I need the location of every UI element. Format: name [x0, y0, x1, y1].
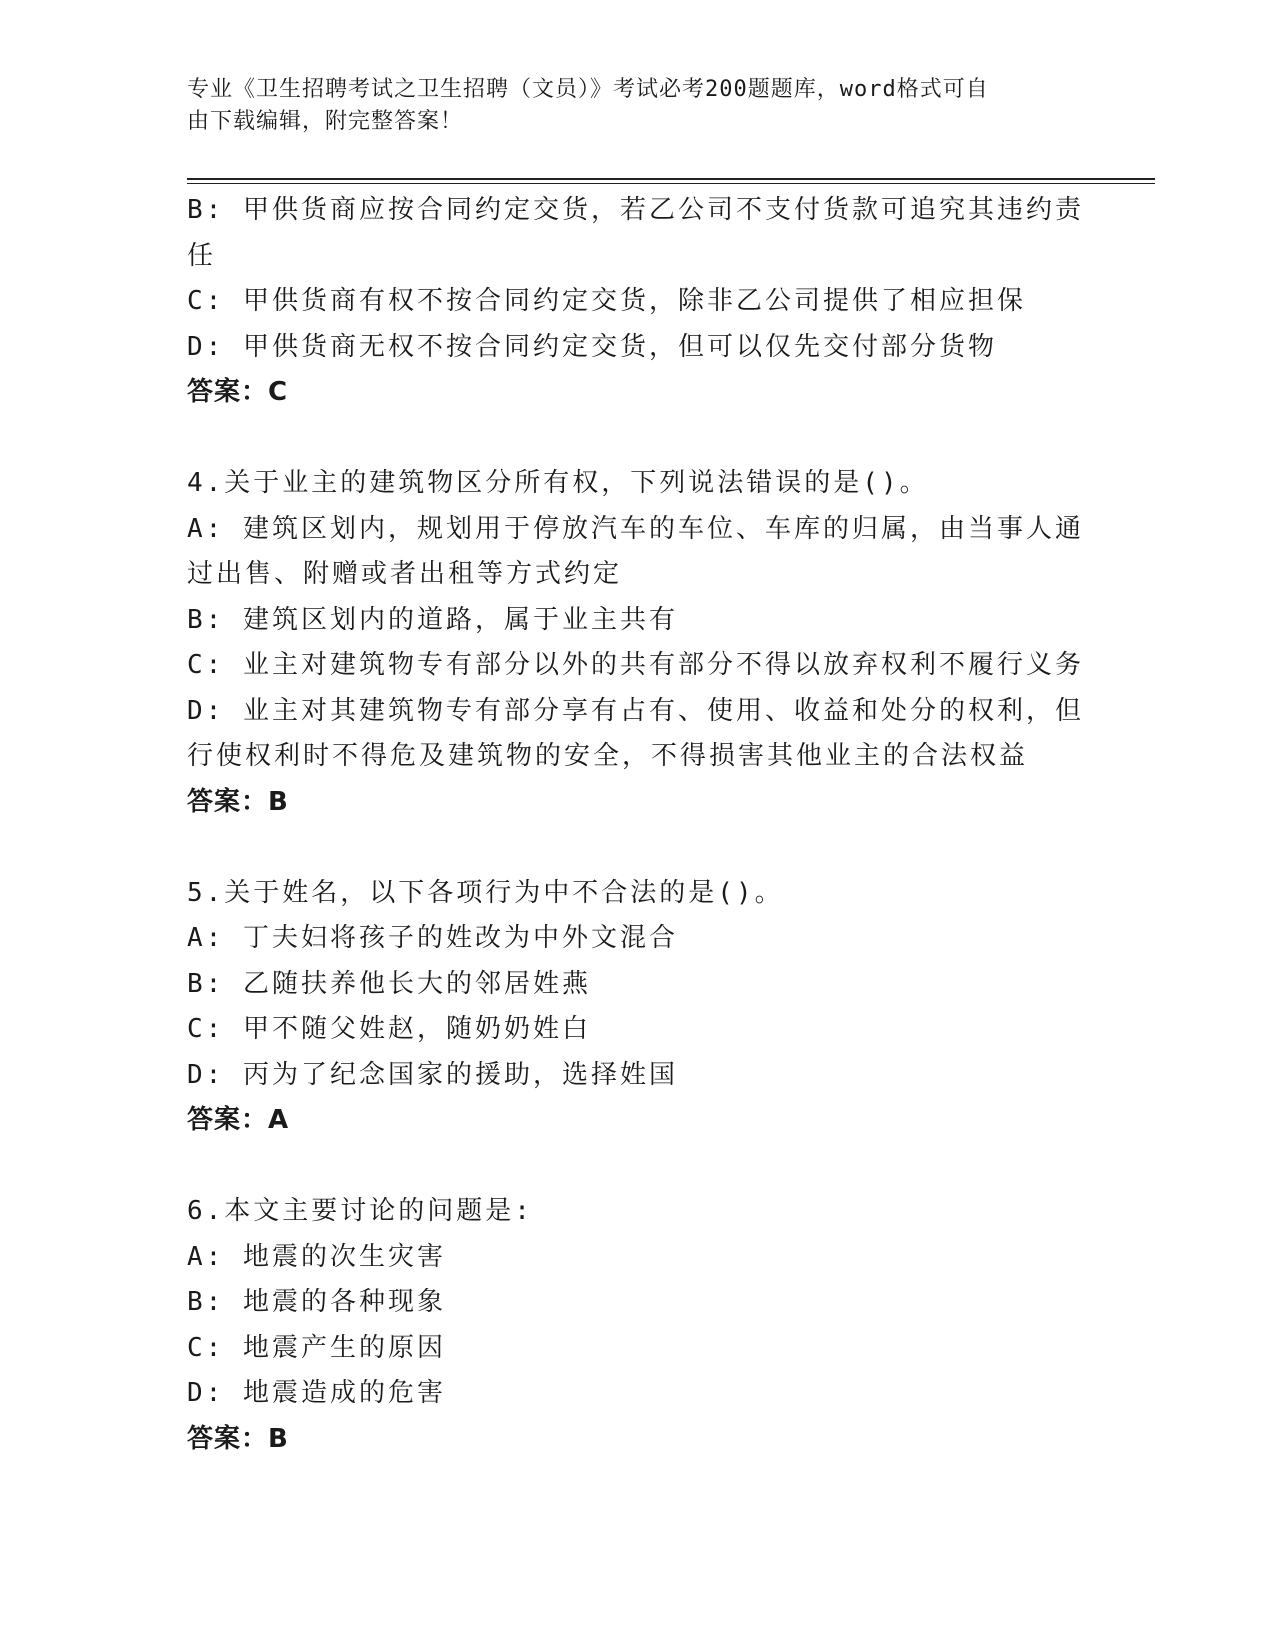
option-b: B: 建筑区划内的道路，属于业主共有	[187, 604, 678, 635]
document-header	[187, 74, 1067, 138]
option-c: C: 地震产生的原因	[187, 1332, 446, 1363]
answer: 答案：B	[187, 1423, 289, 1454]
option-d-line-2: 行使权利时不得危及建筑物的安全，不得损害其他业主的合法权益	[187, 741, 1029, 771]
question-stem: 4.关于业主的建筑物区分所有权，下列说法错误的是()。	[187, 468, 929, 498]
header-divider-thick	[187, 178, 1155, 180]
spacer	[187, 1144, 1087, 1190]
answer: 答案：C	[187, 377, 289, 407]
question-4	[187, 461, 1087, 825]
option-b-line-1: B: 甲供货商应按合同约定交货，若乙公司不支付货款可追究其违约责	[187, 195, 1084, 225]
option-a: A: 地震的次生灾害	[187, 1241, 446, 1272]
question-list	[187, 188, 1087, 1462]
header-line-2: 由下载编辑，附完整答案！	[187, 109, 464, 134]
option-c: C: 甲不随父姓赵，随奶奶姓白	[187, 1014, 591, 1044]
answer: 答案：A	[187, 1105, 290, 1135]
option-d-line-1: D: 业主对其建筑物专有部分享有占有、使用、收益和处分的权利，但	[187, 695, 1084, 726]
option-a-line-2: 过出售、附赠或者出租等方式约定	[187, 559, 623, 589]
spacer	[187, 416, 1087, 462]
question-stem: 6.本文主要讨论的问题是:	[187, 1196, 533, 1226]
option-d: D: 丙为了纪念国家的援助，选择姓国	[187, 1059, 678, 1090]
option-d: D: 甲供货商无权不按合同约定交货，但可以仅先交付部分货物	[187, 331, 997, 362]
option-a: A: 丁夫妇将孩子的姓改为中外文混合	[187, 923, 678, 953]
question-stem: 5.关于姓名，以下各项行为中不合法的是()。	[187, 877, 784, 908]
option-a-line-1: A: 建筑区划内，规划用于停放汽车的车位、车库的归属，由当事人通	[187, 513, 1084, 544]
header-line-1: 专业《卫生招聘考试之卫生招聘（文员）》考试必考200题题库，word格式可自	[187, 77, 989, 102]
option-d: D: 地震造成的危害	[187, 1378, 446, 1408]
option-b: B: 乙随扶养他长大的邻居姓燕	[187, 968, 591, 999]
question-3-continued	[187, 188, 1087, 416]
option-b-line-2: 任	[187, 240, 217, 271]
option-c: C: 业主对建筑物专有部分以外的共有部分不得以放弃权利不履行义务	[187, 650, 1084, 680]
question-5	[187, 871, 1087, 1144]
answer: 答案：B	[187, 786, 289, 817]
spacer	[187, 825, 1087, 871]
question-6	[187, 1189, 1087, 1462]
header-divider-thin	[187, 183, 1155, 184]
option-c: C: 甲供货商有权不按合同约定交货，除非乙公司提供了相应担保	[187, 286, 1026, 316]
option-b: B: 地震的各种现象	[187, 1287, 446, 1317]
